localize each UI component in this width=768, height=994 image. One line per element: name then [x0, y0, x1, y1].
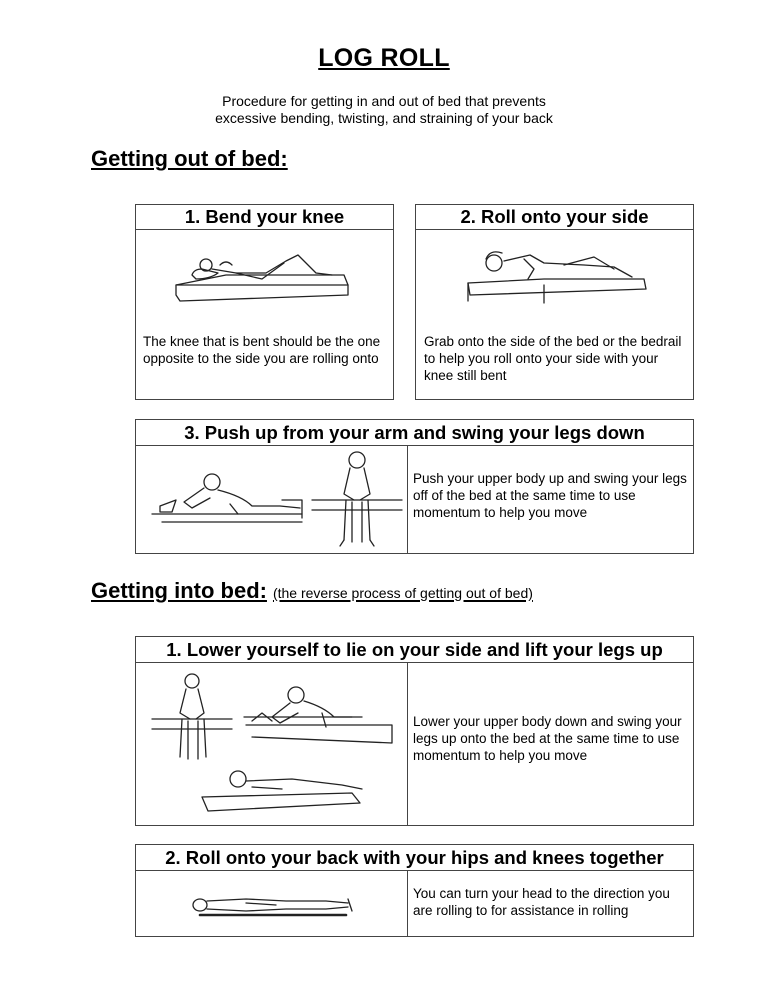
bent-knee-illustration: [166, 251, 356, 313]
step-description: The knee that is bent should be the one opposite to the side you are rolling onto: [143, 334, 381, 366]
card-divider: [407, 871, 408, 936]
step-card-bend-knee: [135, 204, 394, 400]
section-heading-into-bed: [91, 578, 533, 604]
section-heading-out-of-bed: Getting out of bed:: [91, 146, 288, 171]
step-title: 2. Roll onto your back with your hips and knees together: [136, 845, 693, 871]
step-card-lower-yourself: [135, 636, 694, 826]
step-card-roll-side: [415, 204, 694, 400]
step-title: 1. Bend your knee: [136, 205, 393, 230]
step-description: Push your upper body up and swing your legs off of the bed at the same time to use momentum to help you move: [413, 471, 687, 520]
step-description: You can turn your head to the direction you are rolling to for assistance in rolling: [413, 886, 670, 918]
sitting-illustration: [312, 450, 402, 550]
section-heading-text: Getting into bed:: [91, 578, 267, 603]
section-note: (the reverse process of getting out of bed): [272, 585, 533, 601]
subtitle-line-1: Procedure for getting in and out of bed that prevents: [222, 93, 546, 109]
step-title: 3. Push up from your arm and swing your legs down: [136, 420, 693, 446]
step-title: 1. Lower yourself to lie on your side and lift your legs up: [136, 637, 693, 663]
subtitle-line-2: excessive bending, twisting, and straining of your back: [215, 110, 553, 126]
push-up-illustration: [152, 456, 302, 536]
step-description: Grab onto the side of the bed or the bedrail to help you roll onto your side with your knee still bent: [424, 334, 682, 383]
step-card-roll-back: [135, 844, 694, 937]
page-subtitle: [0, 93, 768, 127]
card-divider: [407, 663, 408, 825]
step-title: 2. Roll onto your side: [416, 205, 693, 230]
lowering-illustration: [152, 673, 402, 821]
page-title: LOG ROLL: [318, 44, 450, 72]
step-card-push-up: [135, 419, 694, 554]
lying-back-illustration: [186, 889, 356, 923]
card-divider: [407, 446, 408, 553]
step-description: Lower your upper body down and swing your legs up onto the bed at the same time to use momentum to help you move: [413, 714, 682, 763]
side-roll-illustration: [464, 249, 654, 309]
